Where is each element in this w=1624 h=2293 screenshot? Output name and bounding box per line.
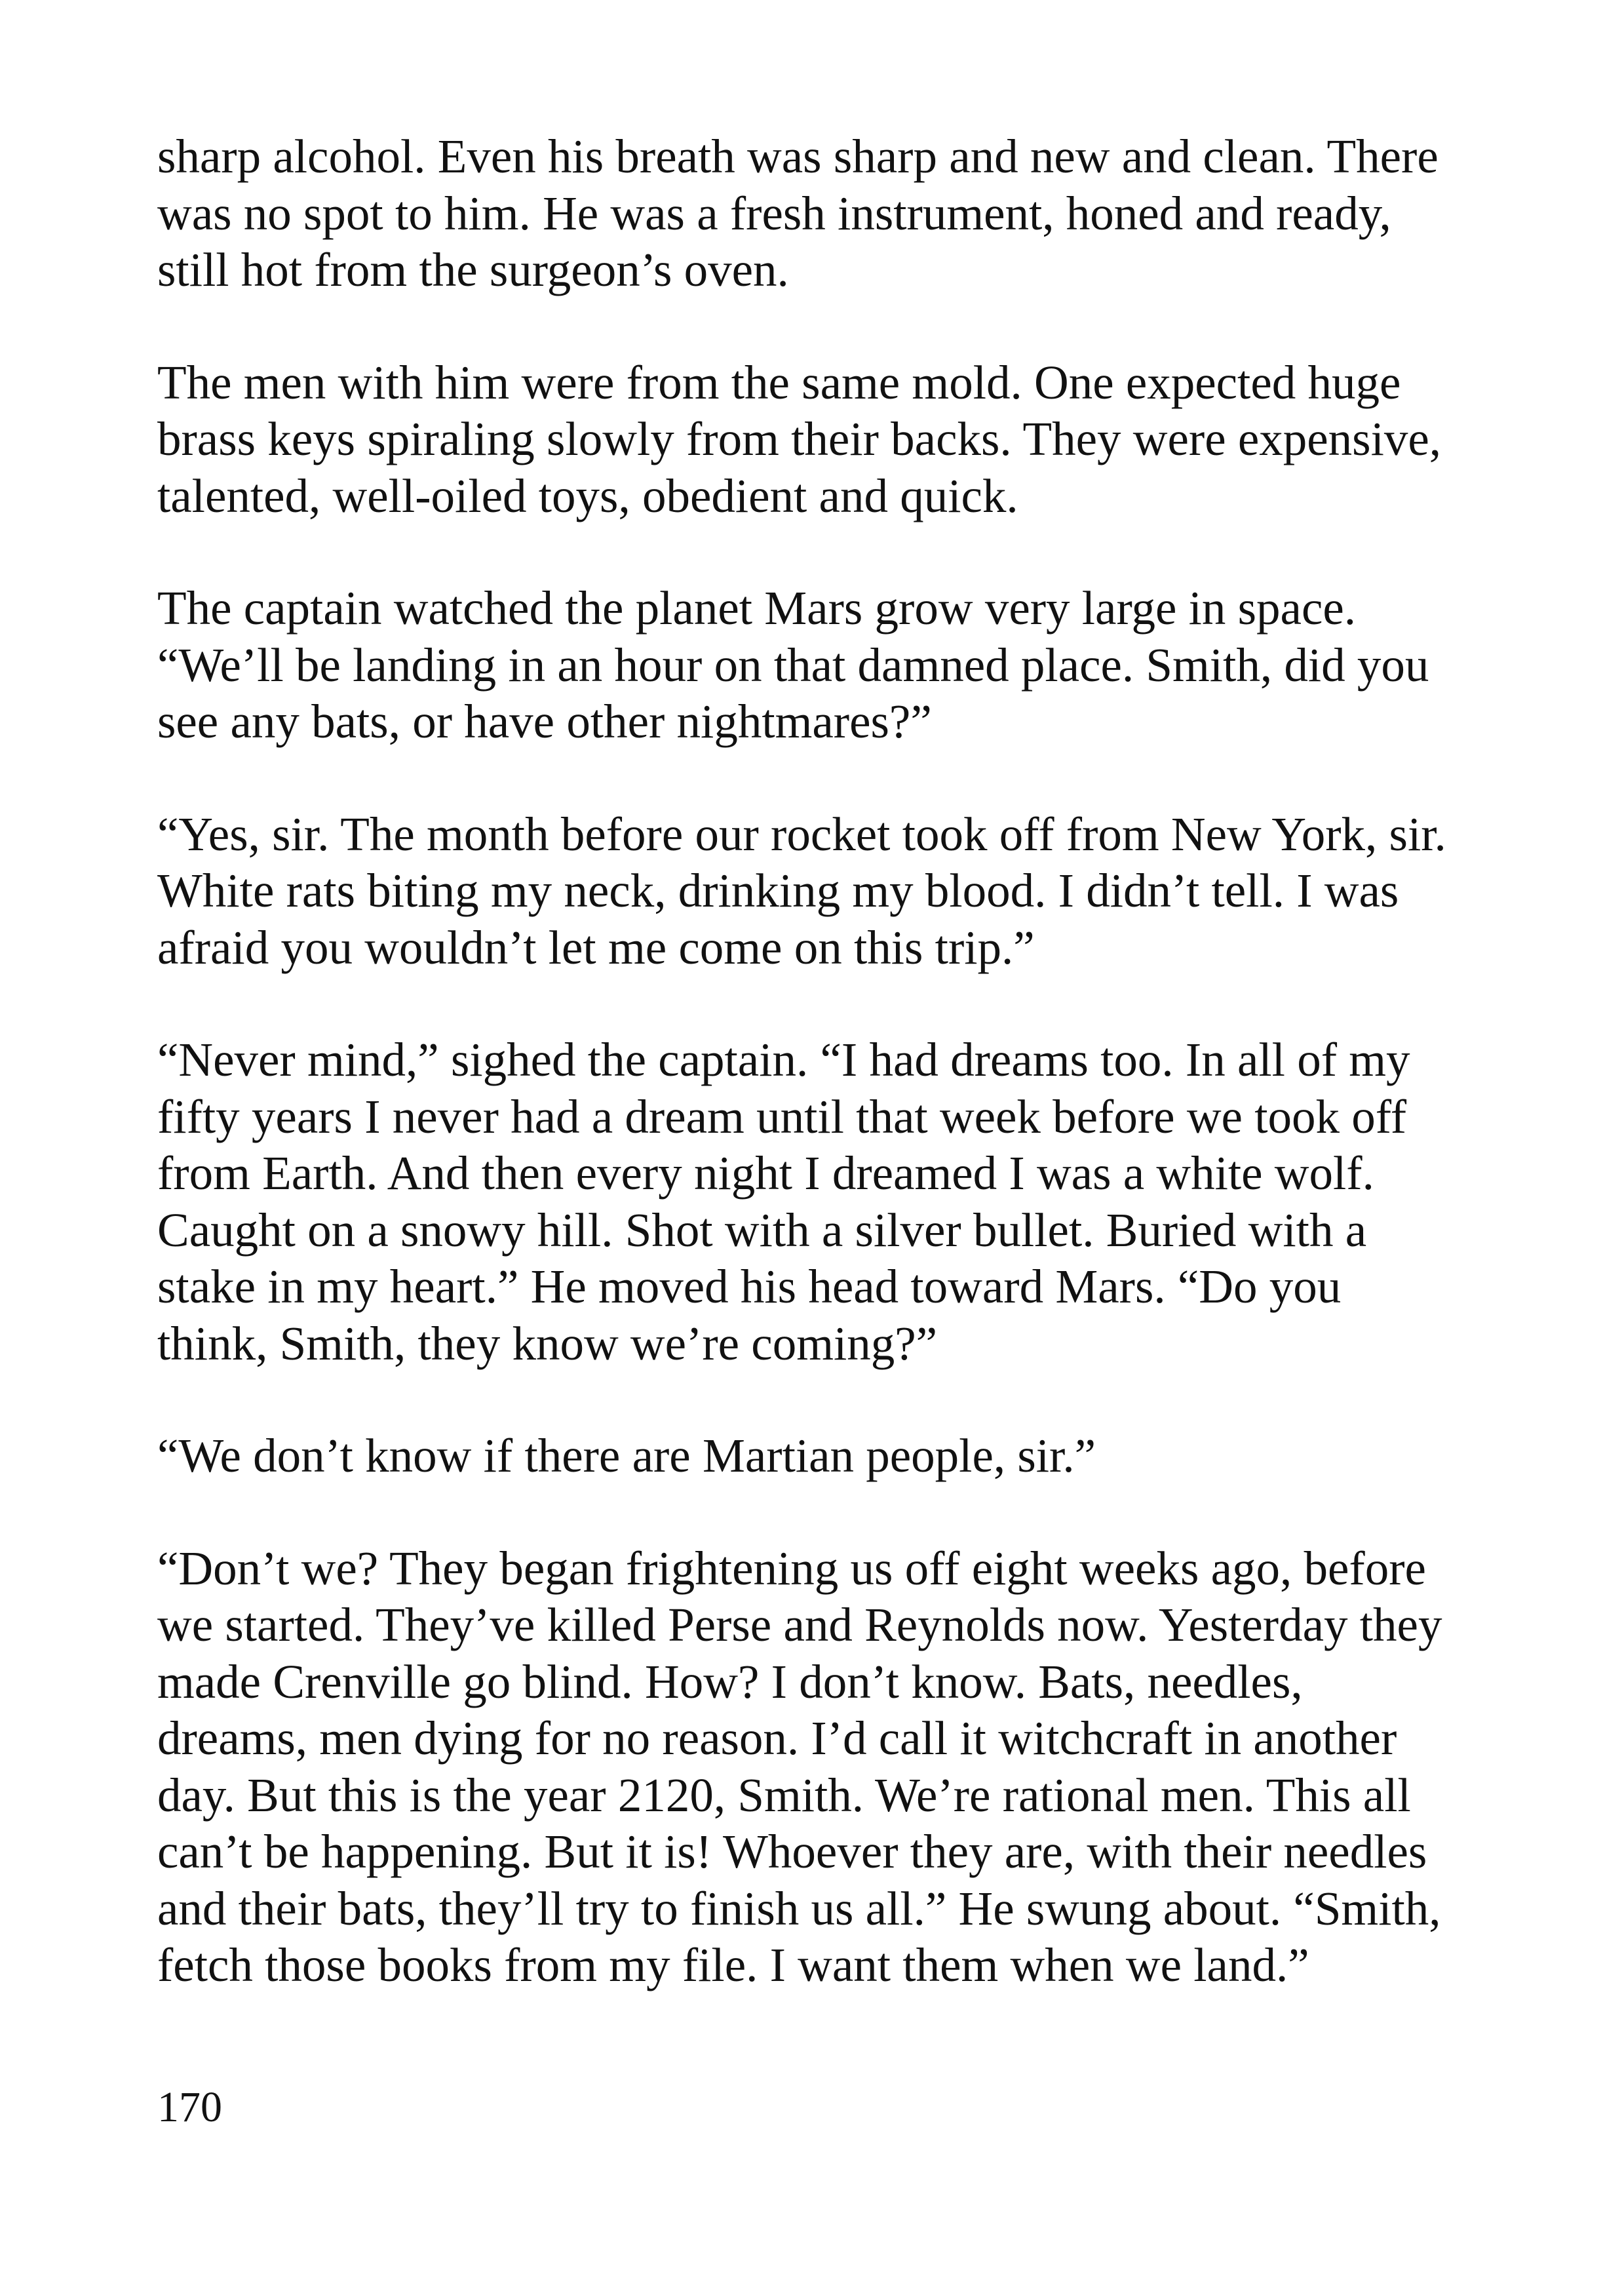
text-line: White rats biting my neck, drinking my blood. I didn’t tell. I was <box>157 864 1399 917</box>
text-line: stake in my heart.” He moved his head toward Mars. “Do you <box>157 1260 1342 1313</box>
paragraph-3 <box>157 580 1527 751</box>
paragraph-4 <box>157 806 1527 977</box>
text-line: sharp alcohol. Even his breath was sharp and new and clean. There <box>157 130 1439 183</box>
text-line: can’t be happening. But it is! Whoever they are, with their needles <box>157 1825 1427 1878</box>
text-line: fetch those books from my file. I want them when we land.” <box>157 1938 1309 1991</box>
text-line: The captain watched the planet Mars grow very large in space. <box>157 581 1356 635</box>
text-line: The men with him were from the same mold. One expected huge <box>157 355 1401 409</box>
text-line: talented, well-oiled toys, obedient and quick. <box>157 469 1018 522</box>
text-line: “We’ll be landing in an hour on that damned place. Smith, did you <box>157 638 1429 692</box>
text-line: “Don’t we? They began frightening us off eight weeks ago, before <box>157 1541 1426 1595</box>
text-line: and their bats, they’ll try to finish us all.” He swung about. “Smith, <box>157 1881 1441 1935</box>
text-line: was no spot to him. He was a fresh instrument, honed and ready, <box>157 186 1391 240</box>
text-line: we started. They’ve killed Perse and Reynolds now. Yesterday they <box>157 1598 1442 1651</box>
text-line: still hot from the surgeon’s oven. <box>157 243 789 296</box>
text-line: think, Smith, they know we’re coming?” <box>157 1316 938 1370</box>
paragraph-1 <box>157 128 1527 299</box>
text-line: afraid you wouldn’t let me come on this trip.” <box>157 920 1035 974</box>
text-line: brass keys spiraling slowly from their backs. They were expensive, <box>157 412 1442 465</box>
paragraph-7 <box>157 1540 1527 1994</box>
page-number: 170 <box>157 2083 222 2131</box>
page-body <box>157 128 1527 2050</box>
paragraph-5 <box>157 1032 1527 1372</box>
text-line: from Earth. And then every night I dreamed I was a white wolf. <box>157 1146 1374 1200</box>
text-line: day. But this is the year 2120, Smith. We’re rational men. This all <box>157 1768 1411 1822</box>
text-line: “We don’t know if there are Martian people, sir.” <box>157 1429 1096 1482</box>
text-line: dreams, men dying for no reason. I’d call it witchcraft in another <box>157 1712 1397 1765</box>
paragraph-6 <box>157 1428 1527 1485</box>
text-line: fifty years I never had a dream until that week before we took off <box>157 1089 1407 1143</box>
text-line: see any bats, or have other nightmares?” <box>157 695 932 748</box>
text-line: “Yes, sir. The month before our rocket took off from New York, sir. <box>157 807 1446 861</box>
text-line: made Crenville go blind. How? I don’t know. Bats, needles, <box>157 1655 1303 1708</box>
text-line: “Never mind,” sighed the captain. “I had dreams too. In all of my <box>157 1033 1410 1086</box>
text-line: Caught on a snowy hill. Shot with a silver bullet. Buried with a <box>157 1203 1367 1257</box>
paragraph-2 <box>157 355 1527 525</box>
